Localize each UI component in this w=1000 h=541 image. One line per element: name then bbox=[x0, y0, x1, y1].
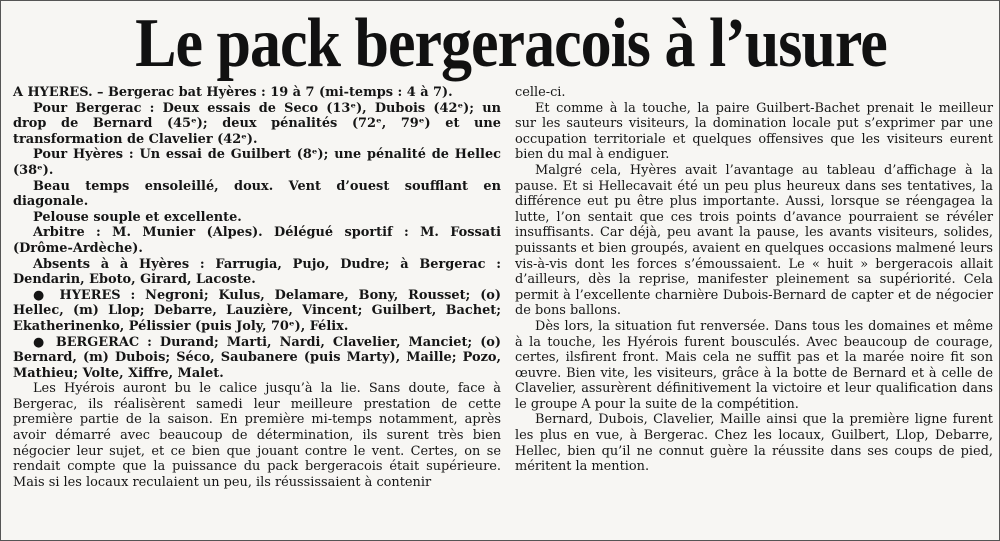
article-paragraph: Arbitre : M. Munier (Alpes). Délégué sportif : M. Fossati (Drôme-Ardèche). bbox=[13, 225, 501, 256]
article-paragraph: Beau temps ensoleillé, doux. Vent d’ouest soufflant en diagonale. bbox=[13, 178, 501, 210]
article-paragraph: Bernard, Dubois, Clavelier, Maille ainsi que la première ligne furent les plus en vue, à Bergerac. Chez les locaux, Guilbert, Llop, Debarre, Hellec, bien qu’il ne connut guère la réussite dans ses coups de pied, méritent la mention. bbox=[515, 412, 993, 475]
article-paragraph: Dès lors, la situation fut renversée. Dans tous les domaines et même à la touche, les Hyérois furent bousculés. Avec beaucoup de courage, certes, ilsfirent front. Mais cela ne suffit pas et la marée noire fit son œuvre. Bien vite, les visiteurs, grâce à la botte de Bernard et à celle de Clavelier, assurèrent définitivement la victoire et leur qualification dans le groupe A pour la suite de la compétition. bbox=[515, 318, 993, 412]
article-paragraph: Pour Bergerac : Deux essais de Seco (13ᵉ), Dubois (42ᵉ); un drop de Bernard (45ᵉ); deux pénalités (72ᵉ, 79ᵉ) et une transformation de Clavelier (42ᵉ). bbox=[13, 100, 501, 147]
article-paragraph: A HYERES. – Bergerac bat Hyères : 19 à 7 (mi-temps : 4 à 7). bbox=[13, 85, 453, 100]
article-paragraph: Et comme à la touche, la paire Guilbert-Bachet prenait le meilleur sur les sauteurs visiteurs, la domination locale put s’exprimer par une occupation territoriale et quelques offensives que les visiteurs eurent bien du mal à endiguer. bbox=[515, 100, 993, 163]
article-paragraph: ● BERGERAC : Durand; Marti, Nardi, Clavelier, Manciet; (o) Bernard, (m) Dubois; Séco, Saubanere (puis Marty), Maille; Pozo, Mathieu; Volte, Xiffre, Malet. bbox=[13, 334, 501, 381]
article-paragraph: Pour Hyères : Un essai de Guilbert (8ᵉ); une pénalité de Hellec (38ᵉ). bbox=[13, 147, 501, 178]
headline: Le pack bergeracois à l’usure bbox=[135, 5, 887, 82]
article-paragraph: ● HYERES : Negroni; Kulus, Delamare, Bony, Rousset; (o) Hellec, (m) Llop; Debarre, Lauzière, Vincent; Guilbert, Bachet; Ekatherinenko, Pélissier (puis Joly, 70ᵉ), Félix. bbox=[13, 287, 501, 334]
article-paragraph: Absents à à Hyères : Farrugia, Pujo, Dudre; à Bergerac : Dendarin, Eboto, Girard, Lacoste. bbox=[13, 256, 501, 288]
article-paragraph: Malgré cela, Hyères avait l’avantage au tableau d’affichage à la pause. Et si Hellecavait été un peu plus heureux dans ses tentatives, la différence eut pu être plus importante. Aussi, lorsque se réengagea la lutte, l’on sentait que ces trois points d’avance pourraient se révéler insuffisants. Car déjà, peu avant la pause, les avants visiteurs, solides, puissants et bien groupés, avaient en quelques occasions malmené leurs vis-à-vis dont les forces s’émoussaient. Le « huit » bergeracois allait d’ailleurs, dès la reprise, manifester pleinement sa supériorité. Cela permit à l’excellente charnière Dubois-Bernard de capter et de négocier de bons ballons. bbox=[515, 162, 993, 319]
article-column-right bbox=[515, 85, 993, 475]
article-paragraph: celle-ci. bbox=[515, 85, 566, 100]
article-column-left bbox=[13, 85, 501, 490]
article-paragraph: Les Hyérois auront bu le calice jusqu’à la lie. Sans doute, face à Bergerac, ils réalisèrent samedi leur meilleure prestation de cette première partie de la saison. En première mi-temps notamment, après avoir démarré avec beaucoup de détermination, ils surent très bien négocier leur sujet, et ce bien que jouant contre le vent. Certes, on se rendait compte que la puissance du pack bergeracois était supérieure. Mais si les locaux reculaient un peu, ils réussissaient à contenir bbox=[13, 381, 501, 490]
article-paragraph: Pelouse souple et excellente. bbox=[33, 209, 242, 225]
